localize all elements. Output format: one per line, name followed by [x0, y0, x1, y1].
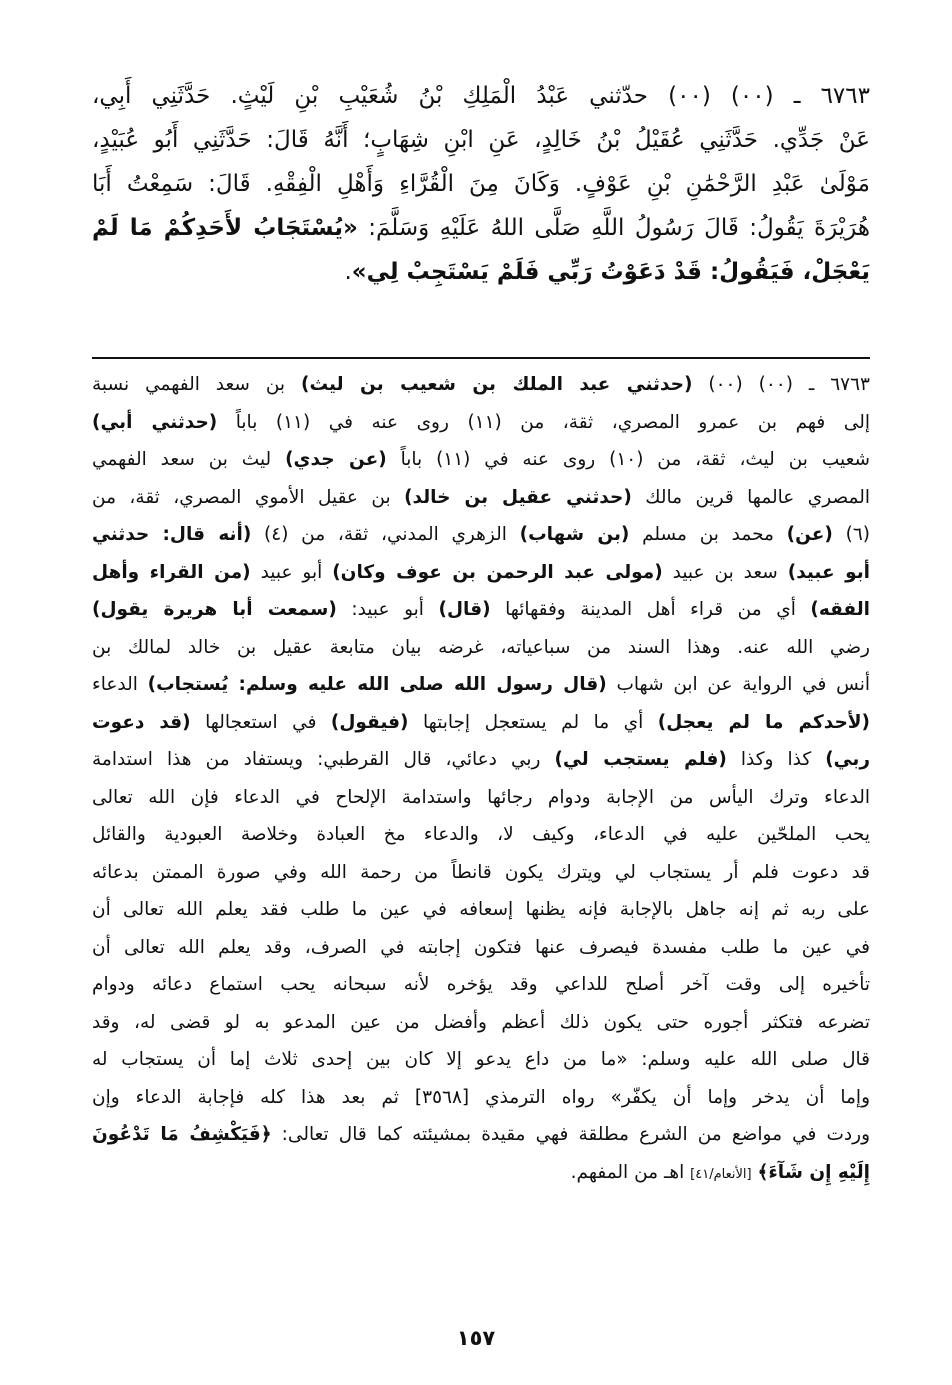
text-segment: تضرعه فتكثر أجوره حتى يكون ذلك أعظم وأفضل من عين المدعو به لو قضى له، وقد [92, 1011, 870, 1033]
bold-text-segment: (قد دعوت [92, 711, 191, 733]
text-segment: . [344, 259, 352, 285]
commentary-line [92, 1079, 870, 1117]
text-segment: هُرَيْرَةَ يَقُولُ: قَالَ رَسُولُ اللَّهِ صَلَّى اللهُ عَلَيْهِ وَسَلَّمَ: [357, 215, 871, 241]
bold-text-segment: (فيقول) [330, 711, 409, 733]
text-segment: ٦٧٦٣ ـ (٠٠) (٠٠) [692, 374, 870, 395]
text-segment: في استعجالها [190, 711, 331, 733]
commentary-line [92, 516, 870, 554]
text-segment: عَنْ جَدِّي. حَدَّثَنِي عُقَيْلُ بْنُ خَالِدٍ، عَنِ ابْنِ شِهَابٍ؛ أَنَّهُ قَالَ: حَدَّثَنِي أَبُو عُبَيْدٍ، [92, 127, 870, 153]
bold-text-segment: يَعْجَلْ، فَيَقُولُ: قَدْ دَعَوْتُ رَبِّي فَلَمْ يَسْتَجِبْ لِي» [351, 259, 870, 285]
text-segment: شعيب بن ليث، ثقة، من (١٠) روى عنه في (١١) باباً [386, 449, 870, 470]
text-segment: محمد بن مسلم [629, 524, 787, 545]
bold-text-segment: (حدثني عبد الملك بن شعيب بن ليث) [301, 374, 693, 395]
text-segment: أنس في الرواية عن ابن شهاب [606, 674, 871, 695]
commentary-line [92, 591, 870, 629]
commentary-line [92, 1116, 870, 1154]
commentary-line [92, 479, 870, 517]
bold-text-segment: أبو عبيد) [787, 561, 870, 583]
text-segment: بن سعد الفهمي نسبة [92, 374, 302, 395]
commentary-line [92, 1041, 870, 1079]
text-segment: تأخيره إلى وقت آخر أصلح للداعي وقد يؤخره لأنه سبحانه يحب استماع دعائه ودوام [92, 974, 870, 995]
hadith-line [92, 206, 870, 250]
commentary-line [92, 666, 870, 704]
text-segment: أبو عبيد [250, 561, 333, 583]
commentary-line [92, 854, 870, 892]
text-segment: على ربه ثم إنه جاهل بالإجابة فإنه يظنها إسعافه في عين ما طلب فقد يعلم الله تعالى أن [92, 899, 870, 920]
text-segment: الزهري المدني، ثقة، من (٤) [251, 524, 520, 545]
text-segment: أي من قراء أهل المدينة وفقهائها [490, 599, 811, 620]
text-segment: أبو عبيد: [336, 599, 439, 620]
bold-text-segment: (مولى عبد الرحمن بن عوف وكان) [332, 561, 663, 583]
bold-text-segment: (أنه قال: حدثني [92, 524, 252, 545]
commentary-line [92, 966, 870, 1004]
text-segment: قد دعوت فلم أر يستجاب لي ويترك يكون قانطاً من رحمة الله وفي صورة الممتن بدعائه [92, 861, 870, 883]
bold-text-segment: (سمعت أبا هريرة يقول) [92, 599, 337, 620]
bold-text-segment: (عن) [786, 524, 833, 545]
bold-text-segment: ﴿فَيَكْشِفُ مَا تَدْعُونَ [92, 1124, 272, 1145]
bold-text-segment: إِلَيْهِ إِن شَآءَ﴾ [757, 1161, 870, 1183]
bold-text-segment: (قال) [438, 599, 491, 620]
text-segment: يحب الملحّين عليه في الدعاء، وكيف لا، والدعاء مخ العبادة وخلاصة العبودية والقائل [92, 824, 870, 845]
text-segment: [الأنعام/٤١] [690, 1166, 752, 1182]
hadith-text [92, 74, 870, 294]
commentary-line [92, 441, 870, 479]
page-number: ١٥٧ [456, 1326, 496, 1350]
text-segment: اهـ من المفهم. [570, 1161, 691, 1183]
text-segment: بن عقيل الأموي المصري، ثقة، من [92, 486, 405, 508]
bold-text-segment: (بن شهاب) [519, 524, 630, 545]
bold-text-segment: (عن جدي) [285, 449, 387, 470]
separator-rule [92, 357, 870, 359]
text-segment: مَوْلَىٰ عَبْدِ الرَّحْمَٰنِ بْنِ عَوْفٍ. وَكَانَ مِنَ الْقُرَّاءِ وَأَهْلِ الْفِقْهِ. قَالَ: سَمِعْتُ أَبَا [92, 171, 870, 197]
text-segment: سعد بن عبيد [662, 561, 788, 583]
commentary-line [92, 929, 870, 967]
text-segment: (٦) [832, 524, 870, 545]
commentary-line [92, 366, 870, 404]
commentary-line [92, 554, 870, 592]
bold-text-segment: (حدثني عقيل بن خالد) [404, 486, 632, 508]
commentary-text [92, 366, 870, 1191]
commentary-line [92, 704, 870, 742]
text-segment: رضي الله عنه. وهذا السند من سباعياته، غرضه بيان متابعة عقيل بن خالد لمالك بن [92, 636, 870, 658]
commentary-line [92, 1004, 870, 1042]
bold-text-segment: (حدثني أبي) [92, 411, 218, 433]
bold-text-segment: الفقه) [810, 599, 870, 620]
commentary-line [92, 891, 870, 929]
bold-text-segment: «يُسْتَجَابُ لأَحَدِكُمْ مَا لَمْ [92, 215, 358, 241]
commentary-line [92, 779, 870, 817]
hadith-line [92, 162, 870, 206]
text-segment: ليث بن سعد الفهمي [92, 449, 286, 470]
bold-text-segment: (فلم يستجب لي) [554, 749, 727, 770]
bold-text-segment: ربي) [825, 749, 870, 770]
text-segment: وردت في مواضع من الشرع مطلقة فهي مقيدة بمشيئته كما قال تعالى: [271, 1124, 871, 1145]
commentary-line [92, 1154, 870, 1192]
text-segment: ربي دعائي، قال القرطبي: ويستفاد من هذا استدامة [92, 749, 555, 770]
bold-text-segment: (من القراء وأهل [92, 561, 251, 583]
commentary-line [92, 404, 870, 442]
text-segment: ٦٧٦٣ ـ (٠٠) (٠٠) حدّثني عَبْدُ الْمَلِكِ بْنُ شُعَيْبِ بْنِ لَيْثٍ. حَدَّثَنِي أَبِي، [92, 83, 870, 109]
text-segment: المصري عالمها قرين مالك [631, 486, 870, 508]
hadith-line [92, 74, 870, 118]
text-segment: وإما أن يدخر وإما أن يكفّر» رواه الترمذي [٣٥٦٨] ثم بعد هذا كله فإجابة الدعاء وإن [92, 1086, 870, 1108]
bold-text-segment: (لأحدكم ما لم يعجل) [657, 711, 871, 733]
hadith-line [92, 250, 870, 294]
commentary-line [92, 816, 870, 854]
bold-text-segment: (قال رسول الله صلى الله عليه وسلم: يُستجاب) [147, 674, 607, 695]
text-segment: في عين ما طلب مفسدة فيصرف عنها فتكون إجابته في الصرف، وقد يعلم الله تعالى أن [92, 936, 870, 958]
commentary-line [92, 741, 870, 779]
text-segment: الدعاء [92, 674, 148, 695]
hadith-line [92, 118, 870, 162]
text-segment: إلى فهم بن عمرو المصري، ثقة، من (١١) روى عنه في (١١) باباً [217, 411, 871, 433]
text-segment: كذا وكذا [726, 749, 826, 770]
text-segment: قال صلى الله عليه وسلم: «ما من داع يدعو إلا كان بين إحدى ثلاث إما أن يستجاب له [92, 1049, 870, 1070]
text-segment: الدعاء وترك اليأس من الإجابة ودوام رجائها واستدامة الإلحاح في الدعاء فإن الله تعالى [92, 786, 870, 808]
text-segment: أي ما لم يستعجل إجابتها [408, 711, 658, 733]
commentary-line [92, 629, 870, 667]
